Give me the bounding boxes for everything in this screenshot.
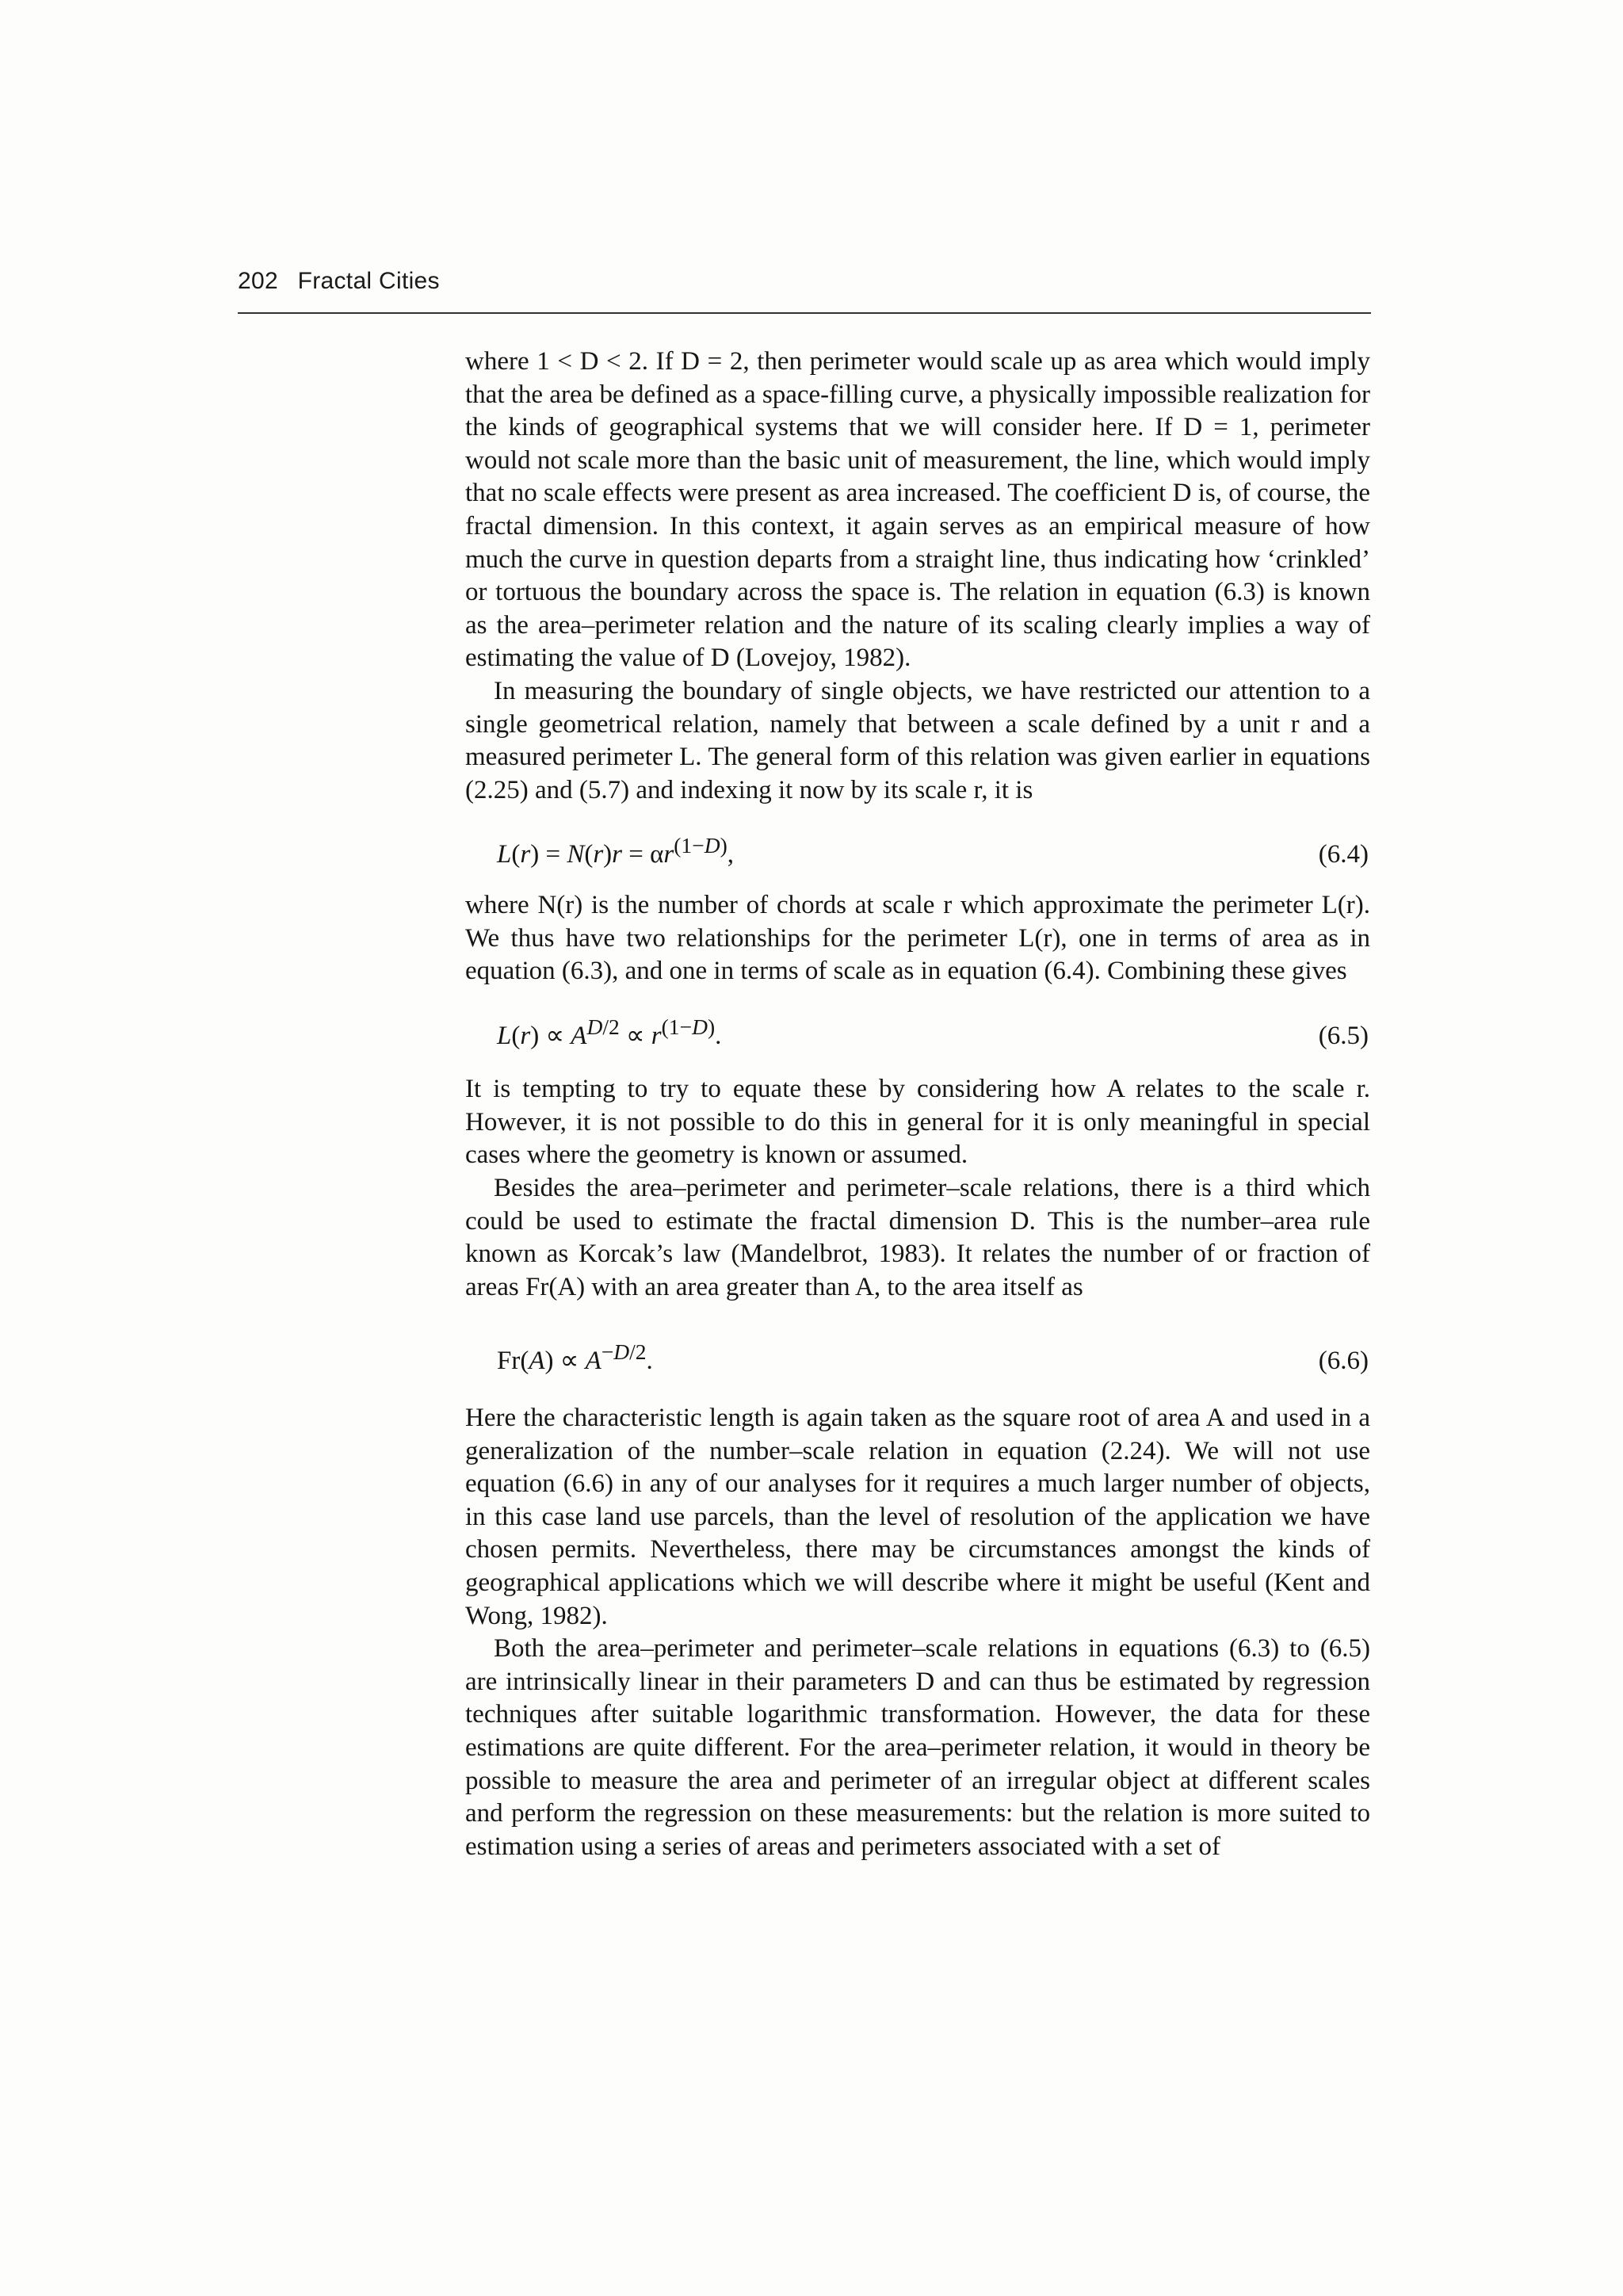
- equation-6-6-expression: $Fr(A) \propto A^{-D/2}$.: [497, 1339, 653, 1376]
- equation-6-4-expression: $L(r) = N(r)r = \alpha r^{(1-D)}$,: [497, 833, 734, 869]
- equation-6-5-expression: $L(r) \propto A^{D/2} \propto r^{(1-D)}$.: [497, 1014, 722, 1050]
- paragraph-1: where 1 < D < 2. If D = 2, then perimeter would scale up as area which would imply that the area be defined as a space-filling curve, a physically impossible realization for the kinds of geographical systems that we will consider here. If D = 1, perimeter would not scale more than the basic unit of measurement, the line, which would imply that no scale effects were present as area increased. The coefficient D is, of course, the fractal dimension. In this context, it again serves as an empirical measure of how much the curve in question departs from a straight line, thus indicating how ‘crinkled’ or tortuous the boundary across the space is. The relation in equation (6.3) is known as the area–perimeter relation and the nature of its scaling clearly implies a way of estimating the value of D (Lovejoy, 1982).: [465, 347, 1370, 673]
- body-text: [465, 346, 1370, 1863]
- paragraph-4: It is tempting to try to equate these by considering how A relates to the scale r. However, it is not possible to do this in general for it is only meaningful in special cases where the geometry is known or assumed.: [465, 1075, 1370, 1170]
- paragraph-5: Besides the area–perimeter and perimeter–scale relations, there is a third which could be used to estimate the fractal dimension D. This is the number–area rule known as Korcak’s law (Mandelbrot, 1983). It relates the number of or fraction of areas Fr(A) with an area greater than A, to the area itself as: [465, 1174, 1370, 1301]
- paragraph-7: Both the area–perimeter and perimeter–scale relations in equations (6.3) to (6.5) are intrinsically linear in their parameters D and can thus be estimated by regression techniques after suitable logarithmic transformation. However, the data for these estimations are quite different. For the area–perimeter relation, it would in theory be possible to measure the area and perimeter of an irregular object at different scales and perform the regression on these measurements: but the relation is more suited to estimation using a series of areas and perimeters associated with a set of: [465, 1634, 1370, 1861]
- paragraph-2: In measuring the boundary of single objects, we have restricted our attention to a single geometrical relation, namely that between a scale defined by a unit r and a measured perimeter L. The general form of this relation was given earlier in equations (2.25) and (5.7) and indexing it now by its scale r, it is: [465, 676, 1370, 804]
- paragraph-6: Here the characteristic length is again taken as the square root of area A and used in a generalization of the number–scale relation in equation (2.24). We will not use equation (6.6) in any of our analyses for it requires a much larger number of objects, in this case land use parcels, than the level of resolution of the application we have chosen permits. Nevertheless, there may be circumstances amongst the kinds of geographical applications which we will describe where it might be useful (Kent and Wong, 1982).: [465, 1404, 1370, 1630]
- equation-6-5: [465, 1010, 1370, 1053]
- page-number: 202: [238, 268, 278, 294]
- equation-6-6-number: (6.6): [1318, 1347, 1369, 1376]
- equation-6-5-number: (6.5): [1318, 1021, 1369, 1050]
- equation-6-4: [465, 829, 1370, 872]
- equation-6-4-number: (6.4): [1318, 840, 1369, 869]
- book-title: Fractal Cities: [297, 268, 440, 294]
- running-head: [238, 268, 440, 295]
- header-rule: [238, 312, 1371, 314]
- paragraph-3: where N(r) is the number of chords at scale r which approximate the perimeter L(r). We thus have two relationships for the perimeter L(r), one in terms of area as in equation (6.3), and one in terms of scale as in equation (6.4). Combining these gives: [465, 890, 1370, 986]
- equation-6-6: [465, 1335, 1370, 1378]
